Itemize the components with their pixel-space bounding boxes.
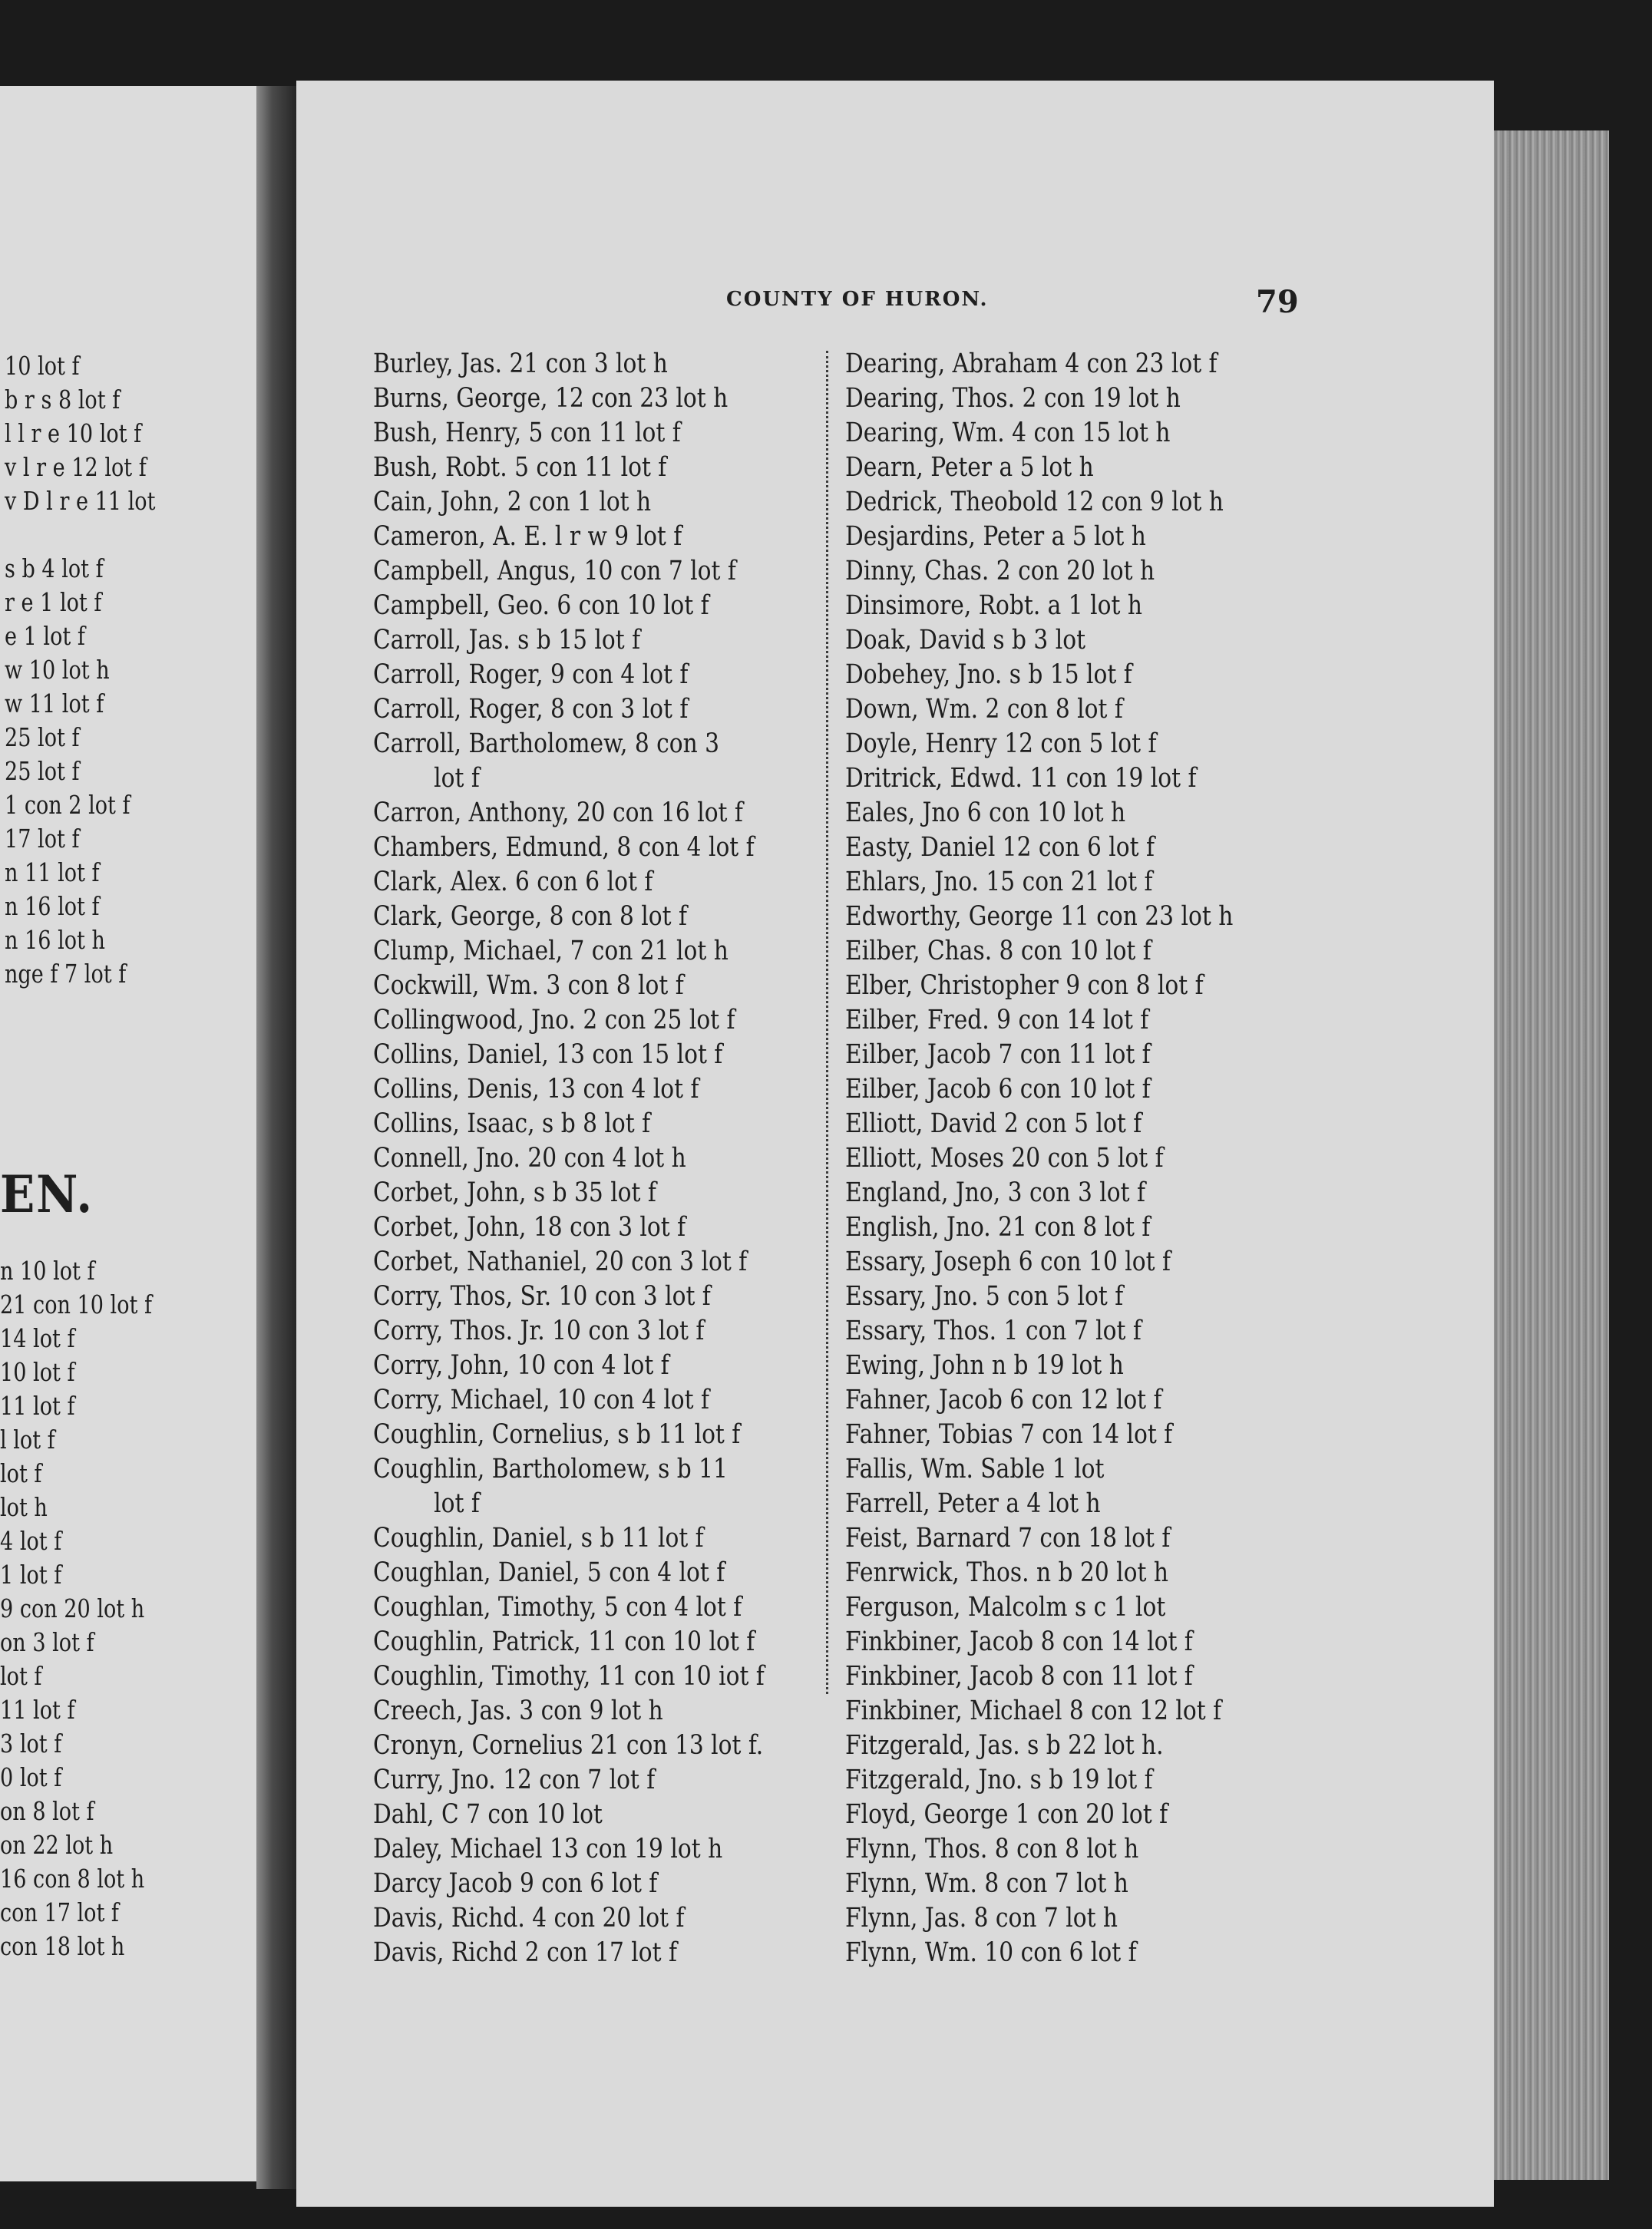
directory-entry-text: Ehlars, Jno. 15 con 21 lot f: [845, 867, 1153, 897]
left-page-line: 9 con 20 lot h: [0, 1593, 145, 1623]
directory-entry-continuation: lot f: [434, 763, 480, 794]
directory-entry-text: Flynn, Wm. 8 con 7 lot h: [845, 1868, 1128, 1899]
directory-entry: [373, 451, 828, 485]
left-page-line: 17 lot f: [5, 824, 80, 854]
directory-entry: [845, 1038, 1297, 1072]
directory-entry: [373, 1729, 828, 1763]
left-page-line: 10 lot f: [5, 351, 80, 381]
directory-entry: [845, 1521, 1297, 1556]
directory-entry: [373, 1383, 828, 1418]
directory-entry: [373, 1659, 828, 1694]
directory-entry-text: Feist, Barnard 7 con 18 lot f: [845, 1523, 1171, 1554]
directory-entry: [373, 1521, 828, 1556]
left-page-line: 16 con 8 lot h: [0, 1864, 145, 1894]
left-page-line: r e 1 lot f: [5, 587, 102, 617]
directory-entry: [845, 1418, 1297, 1452]
directory-entry-text: Campbell, Geo. 6 con 10 lot f: [373, 590, 709, 621]
directory-entry-text: Fenrwick, Thos. n b 20 lot h: [845, 1557, 1168, 1588]
directory-entry: [373, 1556, 828, 1590]
directory-entry-text: Cockwill, Wm. 3 con 8 lot f: [373, 970, 684, 1001]
directory-entry: [373, 865, 828, 900]
directory-entry-text: Bush, Robt. 5 con 11 lot f: [373, 452, 667, 483]
directory-entry-text: Farrell, Peter a 4 lot h: [845, 1488, 1101, 1519]
left-page-line: 1 con 2 lot f: [5, 790, 131, 820]
directory-entry: [845, 589, 1297, 623]
directory-entry: [845, 727, 1297, 761]
left-page-line: w 10 lot h: [5, 655, 110, 685]
directory-entry-text: Corry, Thos, Sr. 10 con 3 lot f: [373, 1281, 711, 1312]
directory-entry-text: Fitzgerald, Jno. s b 19 lot f: [845, 1765, 1153, 1795]
directory-entry-text: Fahner, Jacob 6 con 12 lot f: [845, 1385, 1162, 1415]
left-page-line: 3 lot f: [0, 1729, 62, 1758]
directory-entry: [845, 1280, 1297, 1314]
directory-entry-text: Collins, Denis, 13 con 4 lot f: [373, 1074, 699, 1105]
directory-entry: [373, 1763, 828, 1798]
directory-entry-text: Carron, Anthony, 20 con 16 lot f: [373, 797, 743, 828]
directory-entry-text: Floyd, George 1 con 20 lot f: [845, 1799, 1168, 1830]
directory-entry: [373, 485, 828, 520]
directory-entry-text: Eilber, Jacob 7 con 11 lot f: [845, 1039, 1151, 1070]
directory-entry-text: Connell, Jno. 20 con 4 lot h: [373, 1143, 686, 1174]
directory-entry: [845, 692, 1297, 727]
directory-entry-text: Finkbiner, Jacob 8 con 14 lot f: [845, 1626, 1193, 1657]
directory-entry-text: Collins, Isaac, s b 8 lot f: [373, 1108, 651, 1139]
directory-entry: [373, 831, 828, 865]
directory-entry: [845, 900, 1297, 934]
directory-entry-text: Dearing, Abraham 4 con 23 lot f: [845, 348, 1218, 379]
directory-entry-text: England, Jno, 3 con 3 lot f: [845, 1177, 1145, 1208]
directory-entry: [845, 1003, 1297, 1038]
directory-entry: [373, 934, 828, 969]
directory-entry: [373, 1107, 828, 1141]
directory-entry: [373, 1694, 828, 1729]
running-head: COUNTY OF HURON.: [726, 288, 989, 311]
directory-entry: [845, 451, 1297, 485]
directory-entry-text: Cain, John, 2 con 1 lot h: [373, 487, 652, 517]
left-page-line: v l r e 12 lot f: [5, 452, 147, 482]
directory-entry: [373, 1625, 828, 1659]
directory-entry: [373, 796, 828, 831]
directory-entry: [373, 727, 828, 796]
directory-entry: [845, 1729, 1297, 1763]
directory-entry-text: Corry, Thos. Jr. 10 con 3 lot f: [373, 1316, 705, 1346]
page-edges: [1494, 130, 1609, 2180]
directory-entry: [845, 1452, 1297, 1487]
directory-entry: [845, 520, 1297, 554]
directory-entry-text: Eilber, Chas. 8 con 10 lot f: [845, 936, 1151, 966]
directory-entry-text: Coughlan, Timothy, 5 con 4 lot f: [373, 1592, 742, 1623]
left-page-line: n 16 lot f: [5, 891, 100, 921]
left-page-line: 10 lot f: [0, 1357, 75, 1387]
directory-entry-text: Finkbiner, Jacob 8 con 11 lot f: [845, 1661, 1193, 1692]
directory-entry-text: Collins, Daniel, 13 con 15 lot f: [373, 1039, 723, 1070]
left-page-line: con 18 lot h: [0, 1931, 125, 1961]
directory-entry: [373, 658, 828, 692]
directory-entry: [845, 865, 1297, 900]
left-page-line: nge f 7 lot f: [5, 959, 127, 989]
directory-entry: [373, 1418, 828, 1452]
directory-entry-text: Elber, Christopher 9 con 8 lot f: [845, 970, 1204, 1001]
directory-entry: [373, 1210, 828, 1245]
directory-entry-text: Burns, George, 12 con 23 lot h: [373, 383, 729, 414]
left-page-line: 25 lot f: [5, 722, 80, 752]
book-gutter: [256, 86, 296, 2189]
directory-entry: [373, 1867, 828, 1901]
directory-entry-text: Elliott, Moses 20 con 5 lot f: [845, 1143, 1164, 1174]
directory-entry: [373, 1590, 828, 1625]
directory-entry-text: Essary, Jno. 5 con 5 lot f: [845, 1281, 1124, 1312]
directory-entry: [845, 1901, 1297, 1936]
directory-entry: [845, 1107, 1297, 1141]
directory-entry: [373, 1314, 828, 1349]
directory-entry-text: Chambers, Edmund, 8 con 4 lot f: [373, 832, 755, 863]
directory-entry: [845, 1314, 1297, 1349]
directory-entry: [845, 1349, 1297, 1383]
left-page-line: lot f: [0, 1661, 42, 1691]
directory-entry-text: Corbet, John, s b 35 lot f: [373, 1177, 656, 1208]
directory-entry-text: Edworthy, George 11 con 23 lot h: [845, 901, 1234, 932]
directory-entry: [373, 520, 828, 554]
column-rule: [826, 351, 828, 1694]
directory-entry-text: Curry, Jno. 12 con 7 lot f: [373, 1765, 656, 1795]
directory-entry: [845, 1625, 1297, 1659]
directory-entry-text: Coughlin, Patrick, 11 con 10 lot f: [373, 1626, 755, 1657]
directory-entry-text: Dritrick, Edwd. 11 con 19 lot f: [845, 763, 1197, 794]
directory-entry: [845, 1176, 1297, 1210]
directory-entry: [373, 589, 828, 623]
directory-entry-text: Dearing, Thos. 2 con 19 lot h: [845, 383, 1181, 414]
directory-entry: [845, 796, 1297, 831]
directory-entry-text: Fitzgerald, Jas. s b 22 lot h.: [845, 1730, 1164, 1761]
directory-entry: [845, 1798, 1297, 1832]
left-page-line: n 16 lot h: [5, 925, 105, 955]
left-page-heading: EN.: [0, 1164, 94, 1224]
directory-entry: [845, 934, 1297, 969]
directory-entry: [845, 658, 1297, 692]
right-page: [296, 81, 1494, 2207]
directory-entry-text: Flynn, Wm. 10 con 6 lot f: [845, 1937, 1137, 1968]
directory-entry-text: Desjardins, Peter a 5 lot h: [845, 521, 1146, 552]
directory-entry-text: Clark, George, 8 con 8 lot f: [373, 901, 687, 932]
directory-entry-continuation: lot f: [434, 1488, 480, 1519]
directory-entry-text: Carroll, Bartholomew, 8 con 3: [373, 728, 720, 759]
directory-entry-text: Cronyn, Cornelius 21 con 13 lot f.: [373, 1730, 764, 1761]
directory-entry: [373, 900, 828, 934]
left-page-line: n 10 lot f: [0, 1256, 95, 1286]
directory-entry: [373, 1349, 828, 1383]
directory-entry: [373, 1452, 828, 1521]
directory-entry-text: Dinny, Chas. 2 con 20 lot h: [845, 556, 1155, 586]
directory-entry: [845, 381, 1297, 416]
left-page-line: 1 lot f: [0, 1560, 62, 1590]
directory-entry-text: Carroll, Roger, 9 con 4 lot f: [373, 659, 689, 690]
directory-entry: [845, 1659, 1297, 1694]
left-page-line: on 8 lot f: [0, 1796, 94, 1826]
directory-entry-text: Daley, Michael 13 con 19 lot h: [373, 1834, 723, 1864]
directory-entry: [373, 416, 828, 451]
directory-entry-text: Fahner, Tobias 7 con 14 lot f: [845, 1419, 1173, 1450]
directory-entry: [845, 1487, 1297, 1521]
directory-entry: [373, 1280, 828, 1314]
directory-entry: [373, 1176, 828, 1210]
directory-entry-text: Dobehey, Jno. s b 15 lot f: [845, 659, 1132, 690]
left-page-line: b r s 8 lot f: [5, 385, 121, 414]
directory-entry-text: Coughlin, Timothy, 11 con 10 iot f: [373, 1661, 765, 1692]
directory-entry: [845, 1556, 1297, 1590]
directory-entry-text: Flynn, Thos. 8 con 8 lot h: [845, 1834, 1139, 1864]
directory-entry: [845, 1210, 1297, 1245]
directory-entry: [845, 1383, 1297, 1418]
directory-entry: [845, 416, 1297, 451]
left-page-line: con 17 lot f: [0, 1897, 119, 1927]
directory-entry-text: Clark, Alex. 6 con 6 lot f: [373, 867, 653, 897]
left-page-line: lot h: [0, 1492, 48, 1522]
left-page-line: l l r e 10 lot f: [5, 418, 142, 448]
directory-entry: [373, 347, 828, 381]
left-page-line: 11 lot f: [0, 1695, 75, 1725]
directory-entry: [373, 1141, 828, 1176]
directory-entry: [373, 1936, 828, 1970]
directory-entry: [845, 485, 1297, 520]
directory-entry-text: Dedrick, Theobold 12 con 9 lot h: [845, 487, 1224, 517]
directory-column-left: [373, 347, 828, 1970]
left-page-line: lot f: [0, 1458, 42, 1488]
directory-entry: [845, 1072, 1297, 1107]
directory-entry-text: Clump, Michael, 7 con 21 lot h: [373, 936, 729, 966]
directory-entry-text: Corry, John, 10 con 4 lot f: [373, 1350, 669, 1381]
directory-entry-text: Coughlan, Daniel, 5 con 4 lot f: [373, 1557, 725, 1588]
left-page-line: on 3 lot f: [0, 1627, 94, 1657]
directory-entry-text: Coughlin, Bartholomew, s b 11: [373, 1454, 728, 1484]
directory-entry-text: Ewing, John n b 19 lot h: [845, 1350, 1124, 1381]
directory-entry-text: Burley, Jas. 21 con 3 lot h: [373, 348, 668, 379]
left-page-line: 25 lot f: [5, 756, 80, 786]
directory-entry-text: Eales, Jno 6 con 10 lot h: [845, 797, 1126, 828]
directory-entry-text: Bush, Henry, 5 con 11 lot f: [373, 418, 681, 448]
page-number: 79: [1256, 284, 1299, 320]
directory-entry-text: Coughlin, Cornelius, s b 11 lot f: [373, 1419, 741, 1450]
directory-entry-text: Flynn, Jas. 8 con 7 lot h: [845, 1903, 1118, 1933]
directory-entry: [845, 1141, 1297, 1176]
left-page-line: l lot f: [0, 1425, 55, 1455]
directory-entry: [845, 347, 1297, 381]
directory-entry: [845, 1245, 1297, 1280]
directory-entry: [845, 761, 1297, 796]
directory-entry: [845, 1936, 1297, 1970]
directory-entry-text: Dearing, Wm. 4 con 15 lot h: [845, 418, 1171, 448]
directory-entry-text: Fallis, Wm. Sable 1 lot: [845, 1454, 1105, 1484]
directory-entry-text: Campbell, Angus, 10 con 7 lot f: [373, 556, 736, 586]
left-page-line: v D l r e 11 lot: [5, 486, 156, 516]
directory-entry-text: Dinsimore, Robt. a 1 lot h: [845, 590, 1142, 621]
directory-entry-text: Dahl, C 7 con 10 lot: [373, 1799, 603, 1830]
directory-entry: [373, 1798, 828, 1832]
directory-entry: [373, 554, 828, 589]
directory-entry-text: Cameron, A. E. l r w 9 lot f: [373, 521, 682, 552]
directory-entry-text: Coughlin, Daniel, s b 11 lot f: [373, 1523, 704, 1554]
left-page-line: 21 con 10 lot f: [0, 1290, 152, 1319]
directory-entry: [373, 1901, 828, 1936]
directory-entry: [845, 831, 1297, 865]
directory-entry: [373, 1003, 828, 1038]
directory-entry-text: Down, Wm. 2 con 8 lot f: [845, 694, 1123, 725]
directory-entry-text: Carroll, Jas. s b 15 lot f: [373, 625, 641, 655]
directory-entry: [373, 969, 828, 1003]
directory-entry: [373, 1832, 828, 1867]
directory-entry: [845, 1867, 1297, 1901]
left-page-line: on 22 lot h: [0, 1830, 114, 1860]
directory-entry-text: Eilber, Jacob 6 con 10 lot f: [845, 1074, 1151, 1105]
directory-entry-text: Davis, Richd. 4 con 20 lot f: [373, 1903, 685, 1933]
directory-entry: [845, 1763, 1297, 1798]
directory-entry-text: Collingwood, Jno. 2 con 25 lot f: [373, 1005, 735, 1035]
directory-entry: [845, 1694, 1297, 1729]
directory-entry-text: Corbet, Nathaniel, 20 con 3 lot f: [373, 1247, 748, 1277]
directory-entry-text: Essary, Thos. 1 con 7 lot f: [845, 1316, 1142, 1346]
directory-entry: [373, 623, 828, 658]
directory-entry: [373, 1038, 828, 1072]
directory-entry-text: Carroll, Roger, 8 con 3 lot f: [373, 694, 689, 725]
directory-column-right: [845, 347, 1297, 1970]
directory-entry: [373, 1245, 828, 1280]
left-page-line: 4 lot f: [0, 1526, 62, 1556]
directory-entry-text: Creech, Jas. 3 con 9 lot h: [373, 1696, 663, 1726]
left-page-line: 11 lot f: [0, 1391, 75, 1421]
directory-entry-text: Finkbiner, Michael 8 con 12 lot f: [845, 1696, 1222, 1726]
directory-entry: [845, 1832, 1297, 1867]
left-page: [0, 86, 261, 2181]
directory-entry: [845, 969, 1297, 1003]
left-page-line: n 11 lot f: [5, 857, 100, 887]
directory-entry: [845, 1590, 1297, 1625]
directory-entry-text: Dearn, Peter a 5 lot h: [845, 452, 1094, 483]
directory-entry-text: Corry, Michael, 10 con 4 lot f: [373, 1385, 710, 1415]
directory-entry: [373, 1072, 828, 1107]
directory-entry-text: Davis, Richd 2 con 17 lot f: [373, 1937, 678, 1968]
left-page-line: 0 lot f: [0, 1762, 62, 1792]
directory-entry-text: English, Jno. 21 con 8 lot f: [845, 1212, 1151, 1243]
left-page-line: 14 lot f: [0, 1323, 75, 1353]
directory-entry: [373, 381, 828, 416]
directory-entry-text: Easty, Daniel 12 con 6 lot f: [845, 832, 1155, 863]
left-page-line: w 11 lot f: [5, 689, 104, 718]
directory-entry-text: Ferguson, Malcolm s c 1 lot: [845, 1592, 1166, 1623]
left-page-line: s b 4 lot f: [5, 553, 104, 583]
directory-entry-text: Doak, David s b 3 lot: [845, 625, 1085, 655]
directory-entry: [845, 623, 1297, 658]
directory-entry-text: Darcy Jacob 9 con 6 lot f: [373, 1868, 658, 1899]
directory-entry-text: Doyle, Henry 12 con 5 lot f: [845, 728, 1157, 759]
directory-entry-text: Elliott, David 2 con 5 lot f: [845, 1108, 1142, 1139]
directory-entry-text: Eilber, Fred. 9 con 14 lot f: [845, 1005, 1149, 1035]
directory-entry-text: Corbet, John, 18 con 3 lot f: [373, 1212, 686, 1243]
directory-entry: [845, 554, 1297, 589]
left-page-line: e 1 lot f: [5, 621, 85, 651]
directory-entry: [373, 692, 828, 727]
directory-entry-text: Essary, Joseph 6 con 10 lot f: [845, 1247, 1171, 1277]
